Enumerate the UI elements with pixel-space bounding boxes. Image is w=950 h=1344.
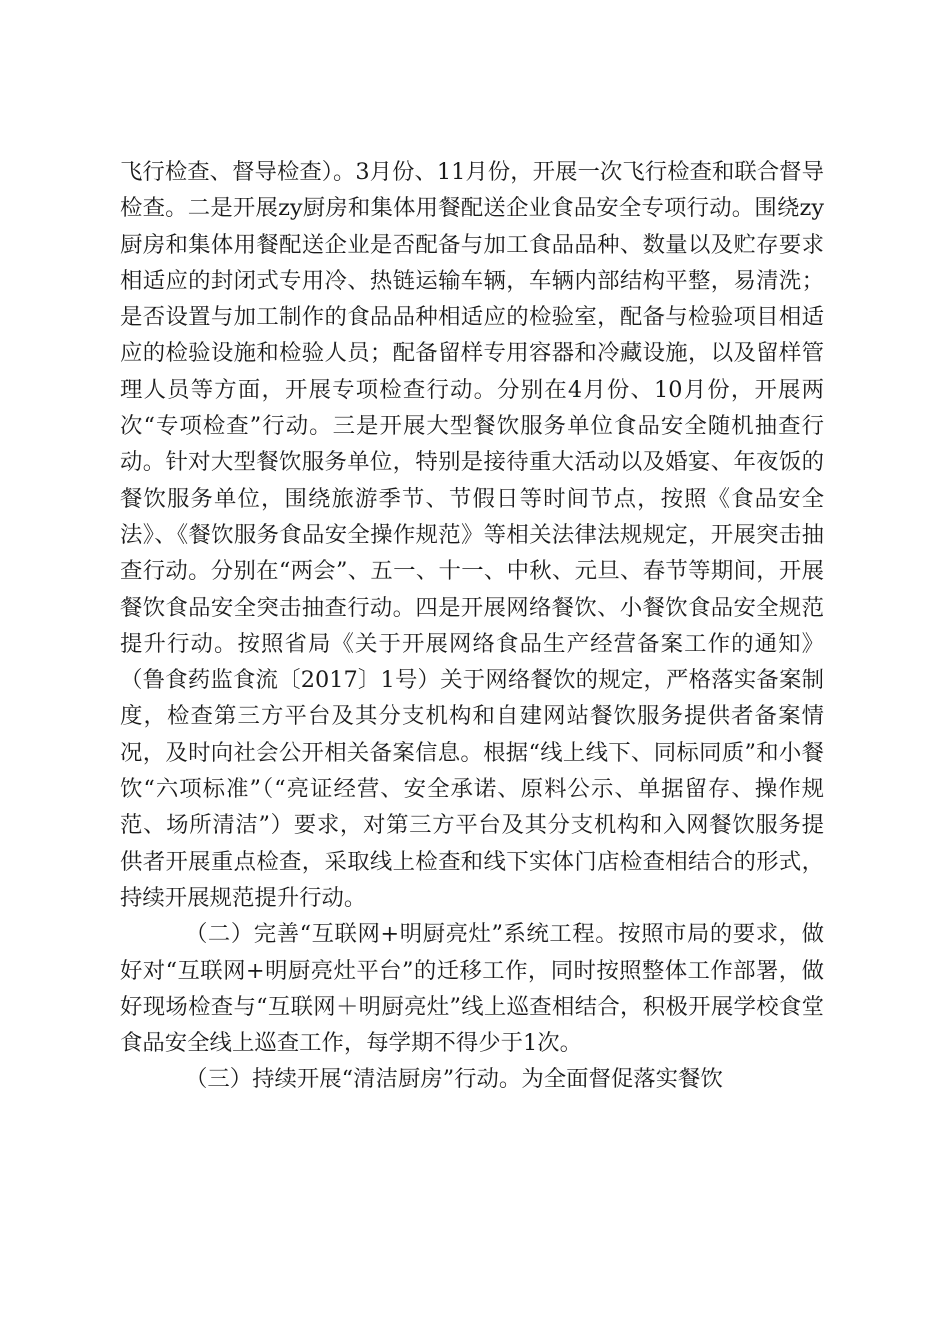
paragraph-continued: 飞行检查、督导检查）。3月份、11月份，开展一次飞行检查和联合督导检查。二是开展zy厨房和集体用餐配送企业食品安全专项行动。围绕zy厨房和集体用餐配送企业是否配备与加工食品品种、数量以及贮存要求相适应的封闭式专用冷、热链运输车辆，车辆内部结构平整，易清洗；是否设置与加工制作的食品品种相适应的检验室，配备与检验项目相适应的检验设施和检验人员；配备留样专用容器和冷藏设施，以及留样管理人员等方面，开展专项检查行动。分别在4月份、10月份，开展两次“专项检查”行动。三是开展大型餐饮服务单位食品安全随机抽查行动。针对大型餐饮服务单位，特别是接待重大活动以及婚宴、年夜饭的餐饮服务单位，围绕旅游季节、节假日等时间节点，按照《食品安全法》、《餐饮服务食品安全操作规范》等相关法律法规规定，开展突击抽查行动。分别在“两会”、五一、十一、中秋、元旦、春节等期间，开展餐饮食品安全突击抽查行动。四是开展网络餐饮、小餐饮食品安全规范提升行动。按照省局《关于开展网络食品生产经营备案工作的通知》（鲁食药监食流〔2017〕1号）关于网络餐饮的规定，严格落实备案制度，检查第三方平台及其分支机构和自建网站餐饮服务提供者备案情况，及时向社会公开相关备案信息。根据“线上线下、同标同质”和小餐饮“六项标准”（“亮证经营、安全承诺、原料公示、单据留存、操作规范、场所清洁”）要求，对第三方平台及其分支机构和入网餐饮服务提供者开展重点检查，采取线上检查和线下实体门店检查相结合的形式，持续开展规范提升行动。 (120, 159, 824, 911)
document-body (120, 154, 824, 1098)
paragraph-section-three: （三）持续开展“清洁厨房”行动。为全面督促落实餐饮 (184, 1066, 723, 1093)
paragraph-section-two: （二）完善“互联网+明厨亮灶”系统工程。按照市局的要求，做好对“互联网+明厨亮灶平台”的迁移工作，同时按照整体工作部署，做好现场检查与“互联网＋明厨亮灶”线上巡查相结合，积极开展学校食堂食品安全线上巡查工作，每学期不得少于1次。 (120, 921, 824, 1057)
